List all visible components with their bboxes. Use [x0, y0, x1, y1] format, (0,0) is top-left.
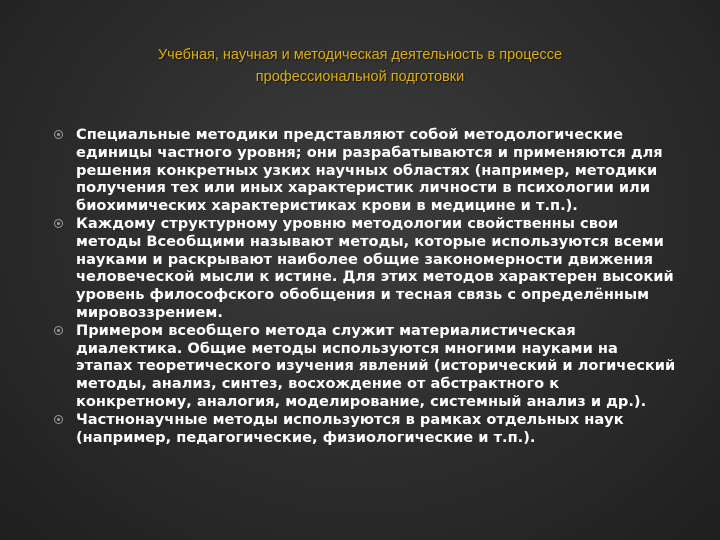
bullet-item-4: [46, 411, 676, 447]
circle-bullet-icon: [54, 415, 63, 424]
slide-title: [40, 44, 680, 88]
bullet-text-2: Каждому структурному уровню методологии свойственны свои методы Всеобщими называют методы, которые используются всеми науками и раскрывают наиболее общие закономерности движения человеческой мысли к истине. Для этих методов характерен высокий уровень философского обобщения и тесная связь с определённым мировоззрением.: [76, 214, 674, 321]
bullet-item-3: [46, 322, 676, 411]
bullet-list: [46, 126, 676, 446]
bullet-text-4: Частнонаучные методы используются в рамках отдельных наук (например, педагогические, физиологические и т.п.).: [76, 410, 624, 446]
slide-title-line-2: профессиональной подготовки: [255, 69, 465, 85]
circle-bullet-icon: [54, 219, 63, 228]
bullet-item-2: [46, 215, 676, 322]
bullet-item-1: [46, 126, 676, 215]
bullet-text-1: Специальные методики представляют собой методологические единицы частного уровня; они разрабатываются и применяются для решения конкретных узких научных областях (например, методики получения тех или иных характеристик личности в психологии или биохимических характеристиках крови в медицине и т.п.).: [76, 126, 663, 215]
bullet-text-3: Примером всеобщего метода служит материалистическая диалектика. Общие методы используются многими науками на этапах теоретического изучения явлений (исторический и логический методы, анализ, синтез, восхождение от абстрактного к конкретному, аналогия, моделирование, системный анализ и др.).: [76, 321, 676, 410]
slide-title-line-1: Учебная, научная и методическая деятельность в процессе: [157, 47, 563, 63]
circle-bullet-icon: [54, 326, 63, 335]
circle-bullet-icon: [54, 130, 63, 139]
